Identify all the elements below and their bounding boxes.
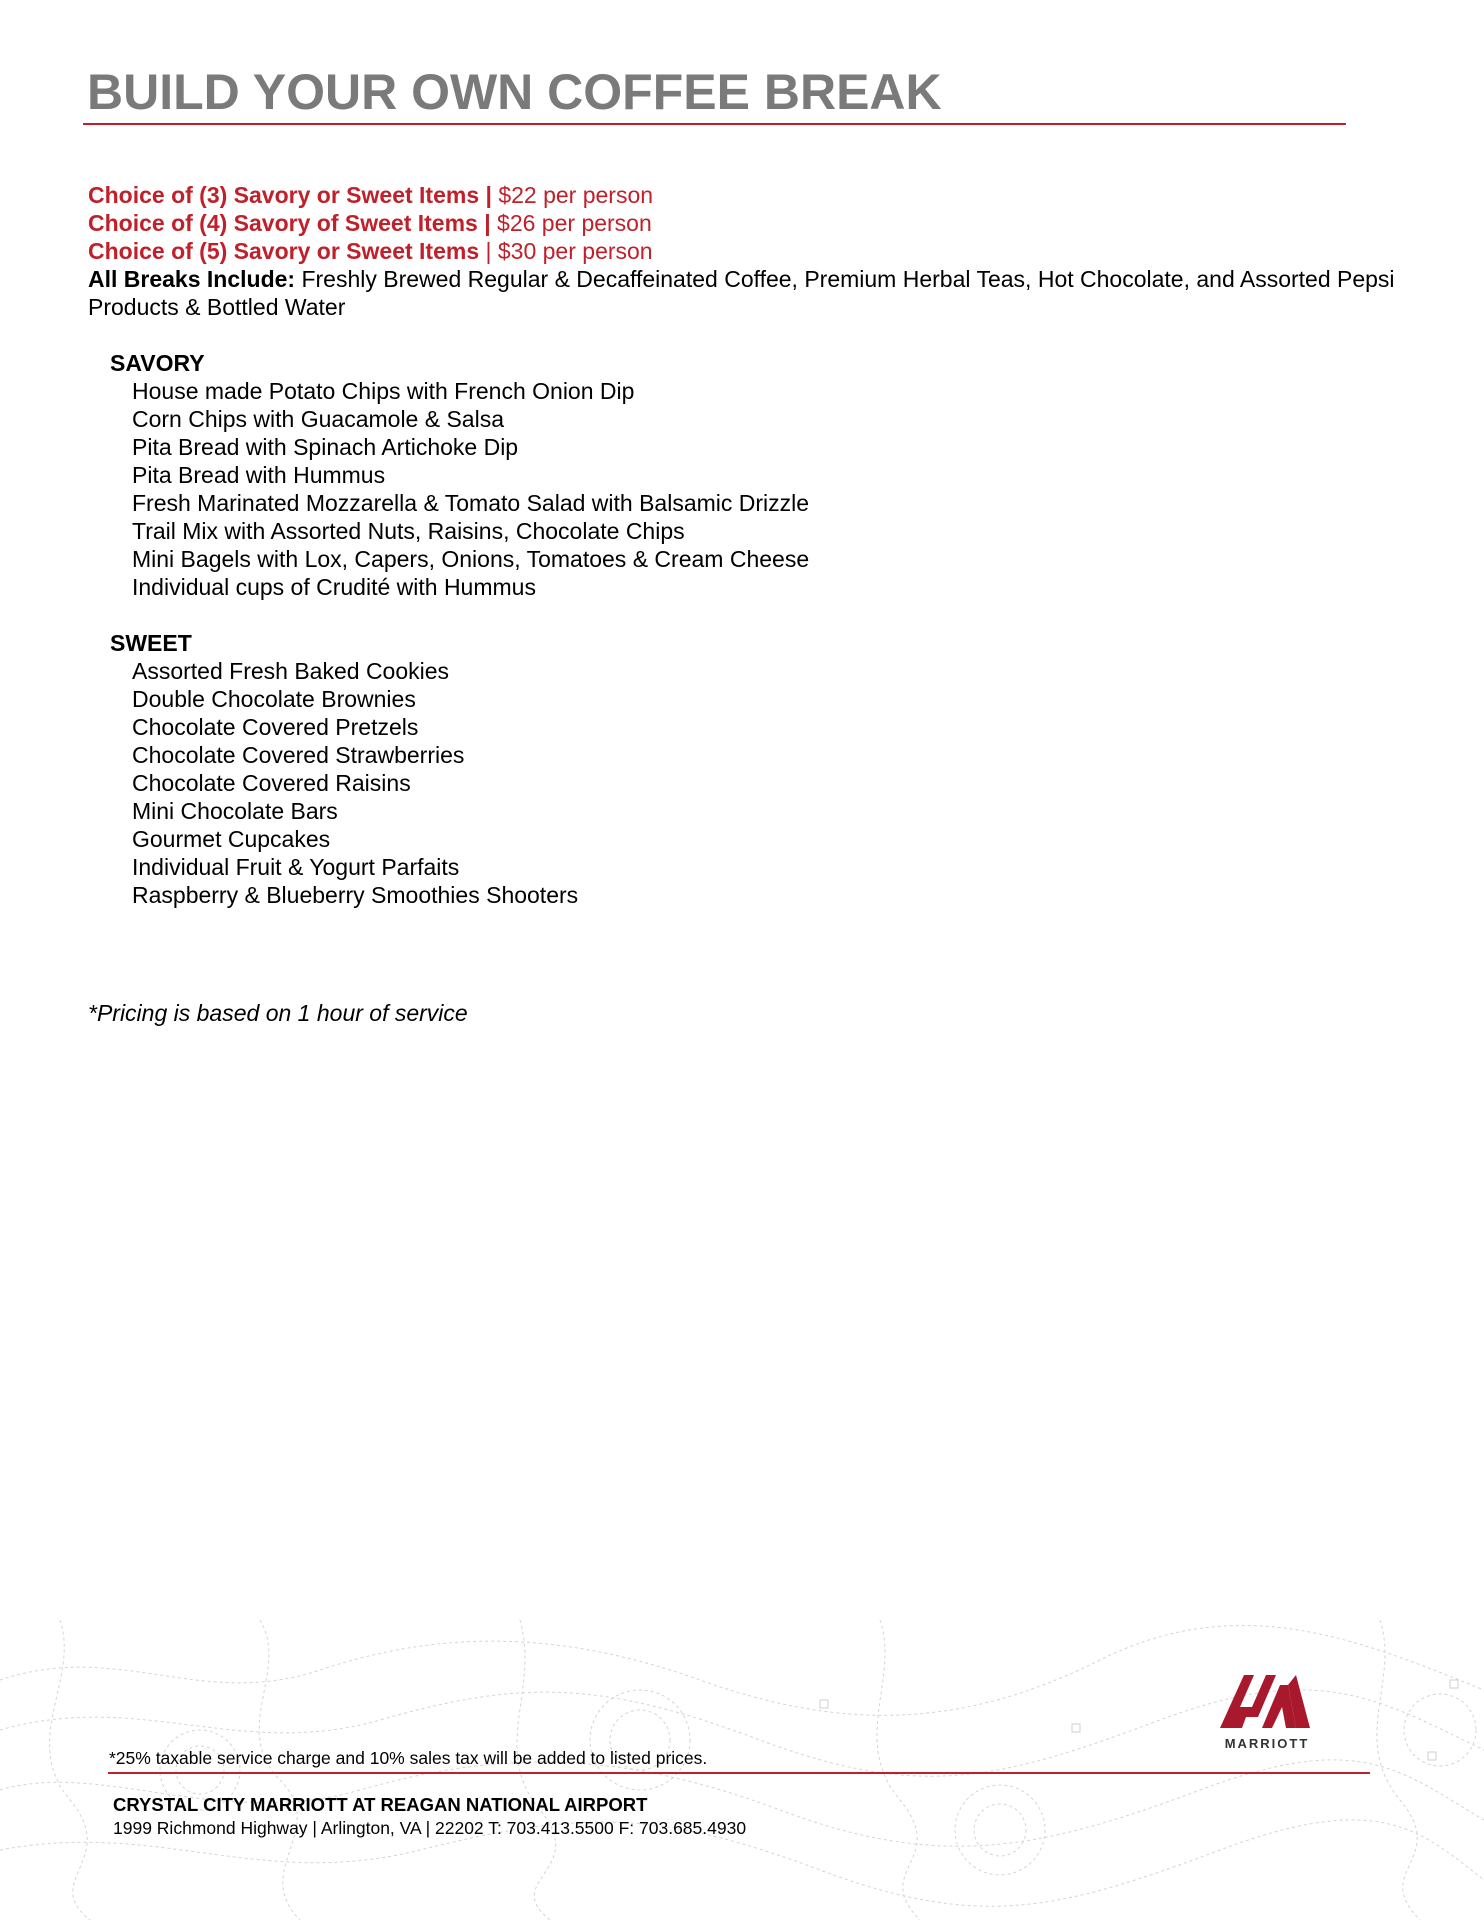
pricing-option — [88, 209, 653, 237]
list-item: House made Potato Chips with French Onion Dip — [132, 378, 635, 404]
pricing-option — [88, 237, 653, 265]
footer-divider — [108, 1772, 1370, 1774]
pricing-option-price: $26 per person — [490, 210, 652, 236]
pricing-option-price: | $30 per person — [479, 238, 653, 264]
list-item: Fresh Marinated Mozzarella & Tomato Salad with Balsamic Drizzle — [132, 490, 810, 516]
sweet-list — [110, 657, 578, 909]
pricing-option-label: Choice of (4) Savory of Sweet Items | — [88, 210, 491, 236]
pricing-option-price: $22 per person — [491, 182, 654, 208]
list-item: Chocolate Covered Raisins — [132, 770, 411, 796]
marriott-logo — [1200, 1655, 1335, 1755]
savory-heading: SAVORY — [110, 350, 205, 376]
marriott-logo-icon — [1200, 1655, 1335, 1755]
page-title: BUILD YOUR OWN COFFEE BREAK — [87, 64, 942, 120]
pricing-options — [88, 181, 653, 265]
sweet-section — [110, 629, 578, 909]
pricing-option-label: Choice of (3) Savory or Sweet Items | — [88, 182, 492, 208]
list-item: Assorted Fresh Baked Cookies — [132, 658, 450, 684]
list-item: Raspberry & Blueberry Smoothies Shooters — [132, 882, 579, 908]
hotel-address: 1999 Richmond Highway | Arlington, VA | 22202 T: 703.413.5500 F: 703.685.4930 — [113, 1818, 747, 1838]
list-item: Gourmet Cupcakes — [132, 826, 331, 852]
list-item: Corn Chips with Guacamole & Salsa — [132, 406, 504, 432]
sweet-heading: SWEET — [110, 630, 192, 656]
pricing-option — [88, 181, 653, 209]
list-item: Chocolate Covered Pretzels — [132, 714, 419, 740]
list-item: Mini Chocolate Bars — [132, 798, 338, 824]
list-item: Individual Fruit & Yogurt Parfaits — [132, 854, 460, 880]
savory-list — [110, 377, 809, 601]
breaks-include-text: Freshly Brewed Regular & Decaffeinated Coffee, Premium Herbal Teas, Hot Chocolate, and Assorted Pepsi Products & Bottled Water — [88, 266, 1395, 320]
tax-note: *25% taxable service charge and 10% sales tax will be added to listed prices. — [109, 1748, 708, 1768]
breaks-include — [88, 265, 1478, 321]
pricing-option-label: Choice of (5) Savory or Sweet Items — [88, 238, 480, 264]
breaks-include-label: All Breaks Include: — [88, 266, 296, 292]
list-item: Individual cups of Crudité with Hummus — [132, 574, 536, 600]
list-item: Double Chocolate Brownies — [132, 686, 416, 712]
list-item: Trail Mix with Assorted Nuts, Raisins, Chocolate Chips — [132, 518, 685, 544]
hotel-name: CRYSTAL CITY MARRIOTT AT REAGAN NATIONAL AIRPORT — [113, 1794, 648, 1815]
logo-wordmark: MARRIOTT — [1224, 1736, 1310, 1751]
savory-section — [110, 349, 809, 601]
list-item: Pita Bread with Hummus — [132, 462, 386, 488]
title-divider — [83, 123, 1346, 125]
list-item: Mini Bagels with Lox, Capers, Onions, Tomatoes & Cream Cheese — [132, 546, 810, 572]
pricing-note: *Pricing is based on 1 hour of service — [88, 1000, 468, 1026]
list-item: Pita Bread with Spinach Artichoke Dip — [132, 434, 519, 460]
list-item: Chocolate Covered Strawberries — [132, 742, 465, 768]
